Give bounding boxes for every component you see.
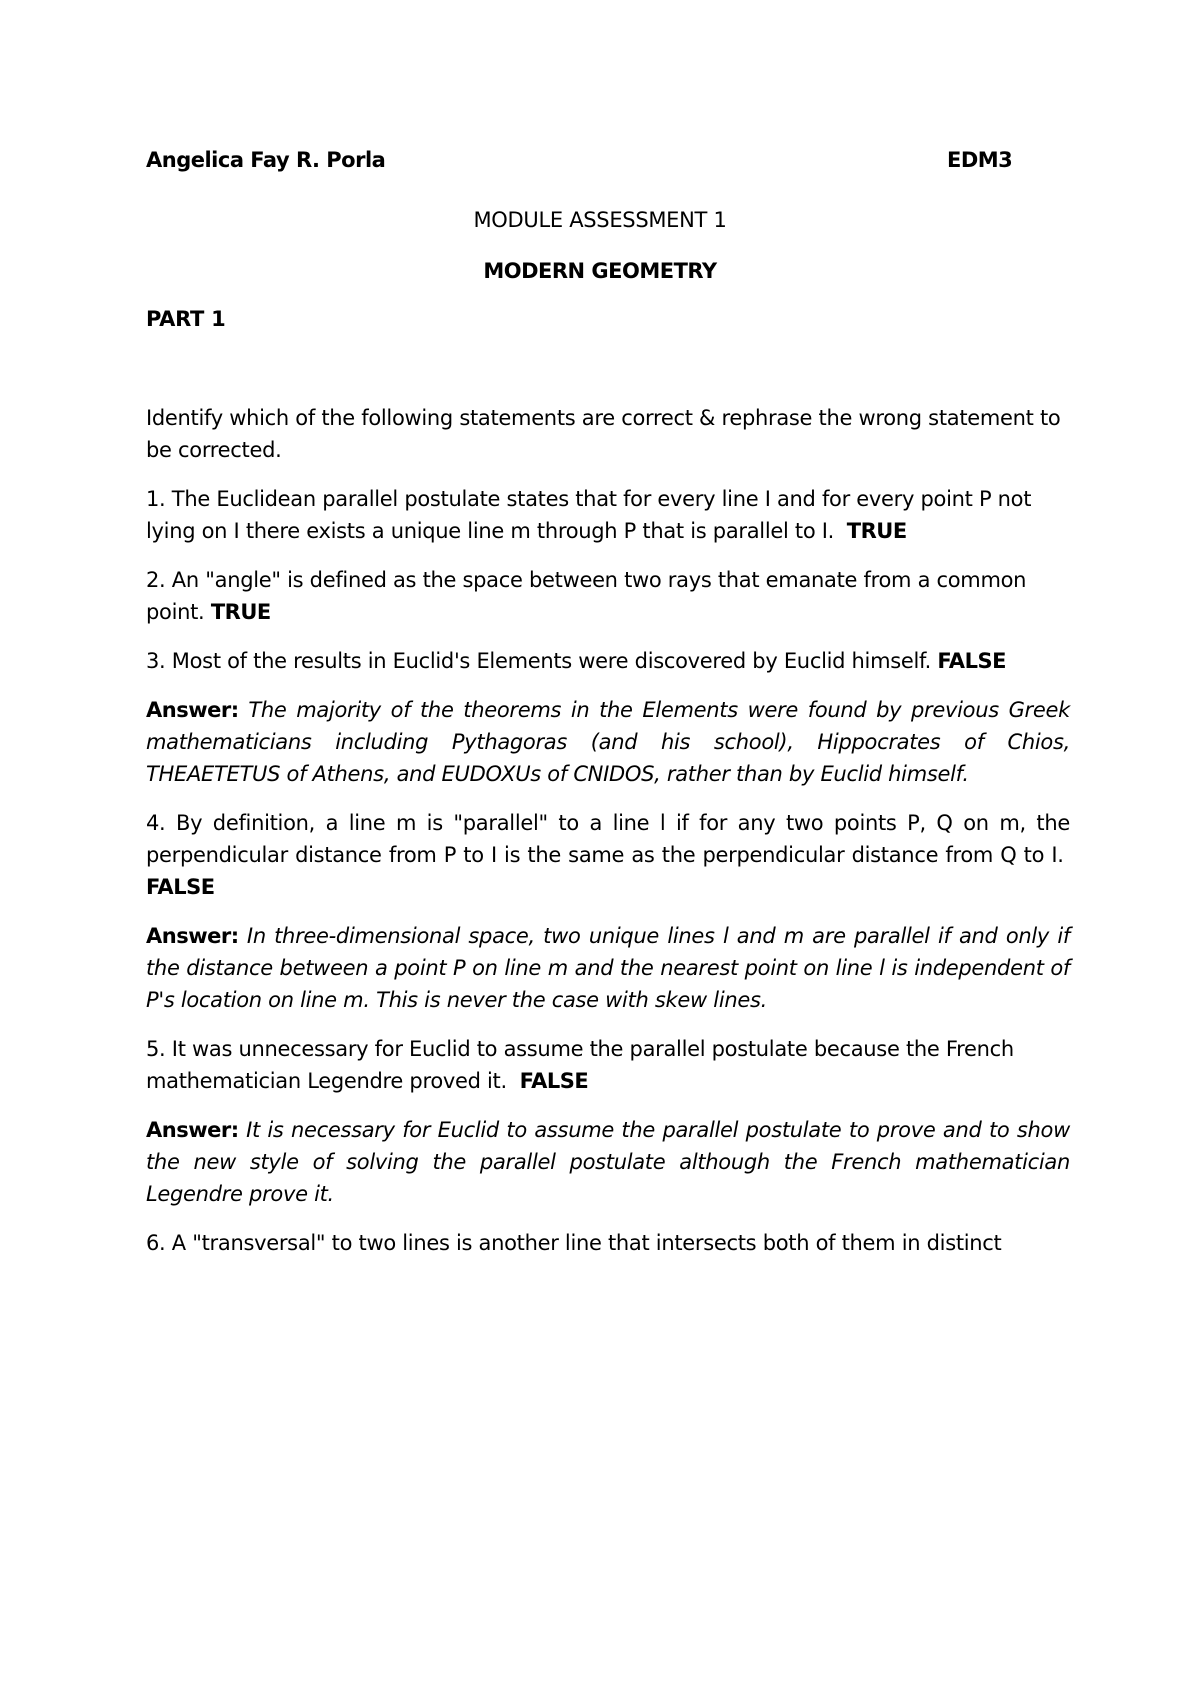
answer-text: In three-dimensional space, two unique lines l and m are parallel if and only if the distance between a point P on line m and the nearest point on line l is independent of P's location on line m. This is never the case with skew lines.	[146, 924, 1070, 1012]
subject-title: MODERN GEOMETRY	[483, 259, 717, 283]
statement-6	[146, 1227, 1070, 1259]
statement-text: 5. It was unnecessary for Euclid to assume the parallel postulate because the French mathematician Legendre proved it.	[146, 1037, 1014, 1093]
statement-1	[146, 483, 1070, 547]
statement-3	[146, 645, 1070, 677]
answer-text: The majority of the theorems in the Elements were found by previous Greek mathematicians including Pythagoras (and his school), Hippocrates of Chios, THEAETETUS of Athens, and EUDOXUs of CNIDOS, rather than by Euclid himself.	[146, 698, 1070, 786]
document-body	[146, 402, 1070, 1276]
verdict-label: FALSE	[937, 649, 1006, 673]
statement-text: 4. By definition, a line m is "parallel" to a line l if for any two points P, Q on m, the perpendicular distance from P to I is the same as the perpendicular distance from Q to I.	[146, 811, 1070, 867]
answer-label: Answer:	[146, 924, 239, 948]
student-name: Angelica Fay R. Porla	[146, 148, 386, 172]
verdict-label: FALSE	[146, 875, 215, 899]
statement-2	[146, 564, 1070, 628]
verdict-label: TRUE	[210, 600, 271, 624]
statement-text: 3. Most of the results in Euclid's Elements were discovered by Euclid himself.	[146, 649, 931, 673]
module-title: MODULE ASSESSMENT 1	[473, 208, 727, 232]
part-title: PART 1	[146, 307, 226, 331]
statement-4	[146, 807, 1070, 903]
answer-text: It is necessary for Euclid to assume the parallel postulate to prove and to show the new style of solving the parallel postulate although the French mathematician Legendre prove it.	[146, 1118, 1070, 1206]
answer-3	[146, 694, 1070, 790]
instructions: Identify which of the following statements are correct & rephrase the wrong statement to be corrected.	[146, 406, 1061, 462]
statement-text: 1. The Euclidean parallel postulate states that for every line I and for every point P not lying on I there exists a unique line m through P that is parallel to I.	[146, 487, 1032, 543]
answer-4	[146, 920, 1070, 1016]
statement-text: 6. A "transversal" to two lines is another line that intersects both of them in distinct	[146, 1231, 1002, 1255]
statement-5	[146, 1033, 1070, 1097]
answer-label: Answer:	[146, 698, 239, 722]
statement-text: 2. An "angle" is defined as the space between two rays that emanate from a common point.	[146, 568, 1027, 624]
course-code: EDM3	[947, 148, 1013, 172]
verdict-label: TRUE	[846, 519, 907, 543]
verdict-label: FALSE	[519, 1069, 589, 1093]
answer-label: Answer:	[146, 1118, 239, 1142]
answer-5	[146, 1114, 1070, 1210]
